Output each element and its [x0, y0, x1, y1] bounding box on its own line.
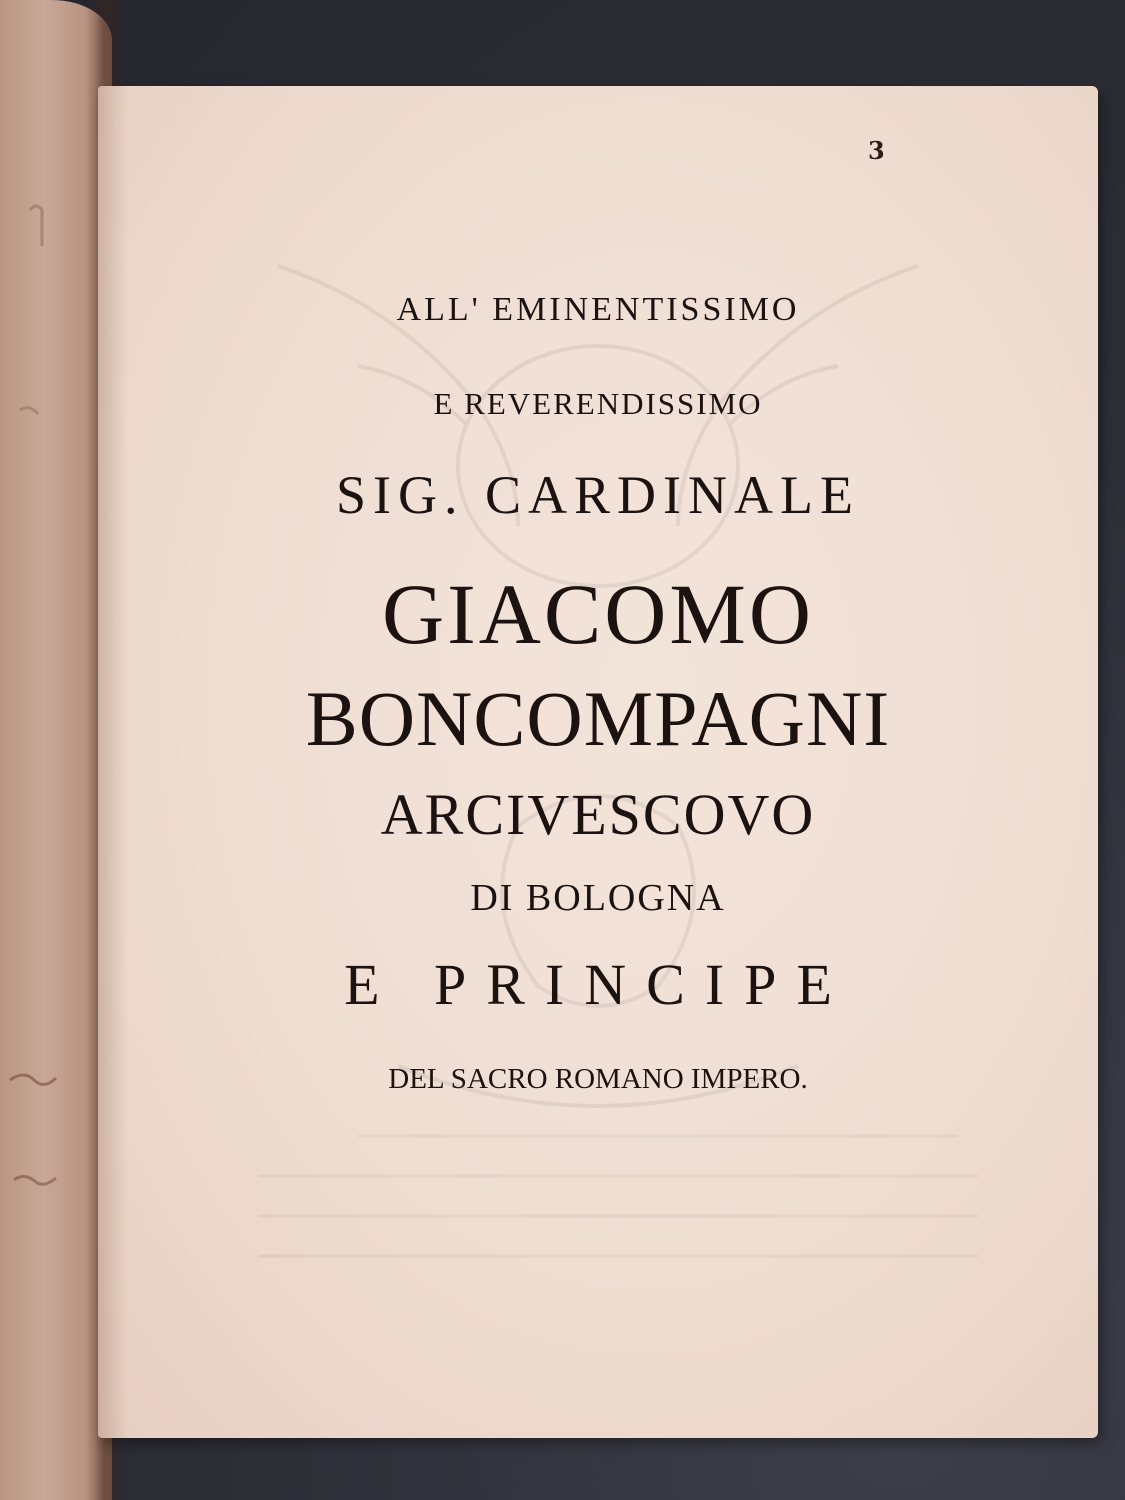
dedication-line-8: E PRINCIPE — [344, 952, 852, 1017]
dedication-line-3: SIG. CARDINALE — [336, 465, 860, 525]
dedication-line-1: ALL' EMINENTISSIMO — [396, 291, 800, 328]
dedication-line-9: DEL SACRO ROMANO IMPERO. — [388, 1063, 808, 1095]
page-number: 3 — [868, 136, 885, 165]
dedication-line-5: BONCOMPAGNI — [305, 675, 891, 762]
dedication-line-7: DI BOLOGNA — [470, 877, 726, 919]
book-page — [98, 86, 1098, 1438]
dedication-line-6: ARCIVESCOVO — [380, 782, 816, 847]
dedication-line-2: E REVERENDISSIMO — [433, 386, 763, 421]
dedication-line-4: GIACOMO — [382, 566, 814, 662]
